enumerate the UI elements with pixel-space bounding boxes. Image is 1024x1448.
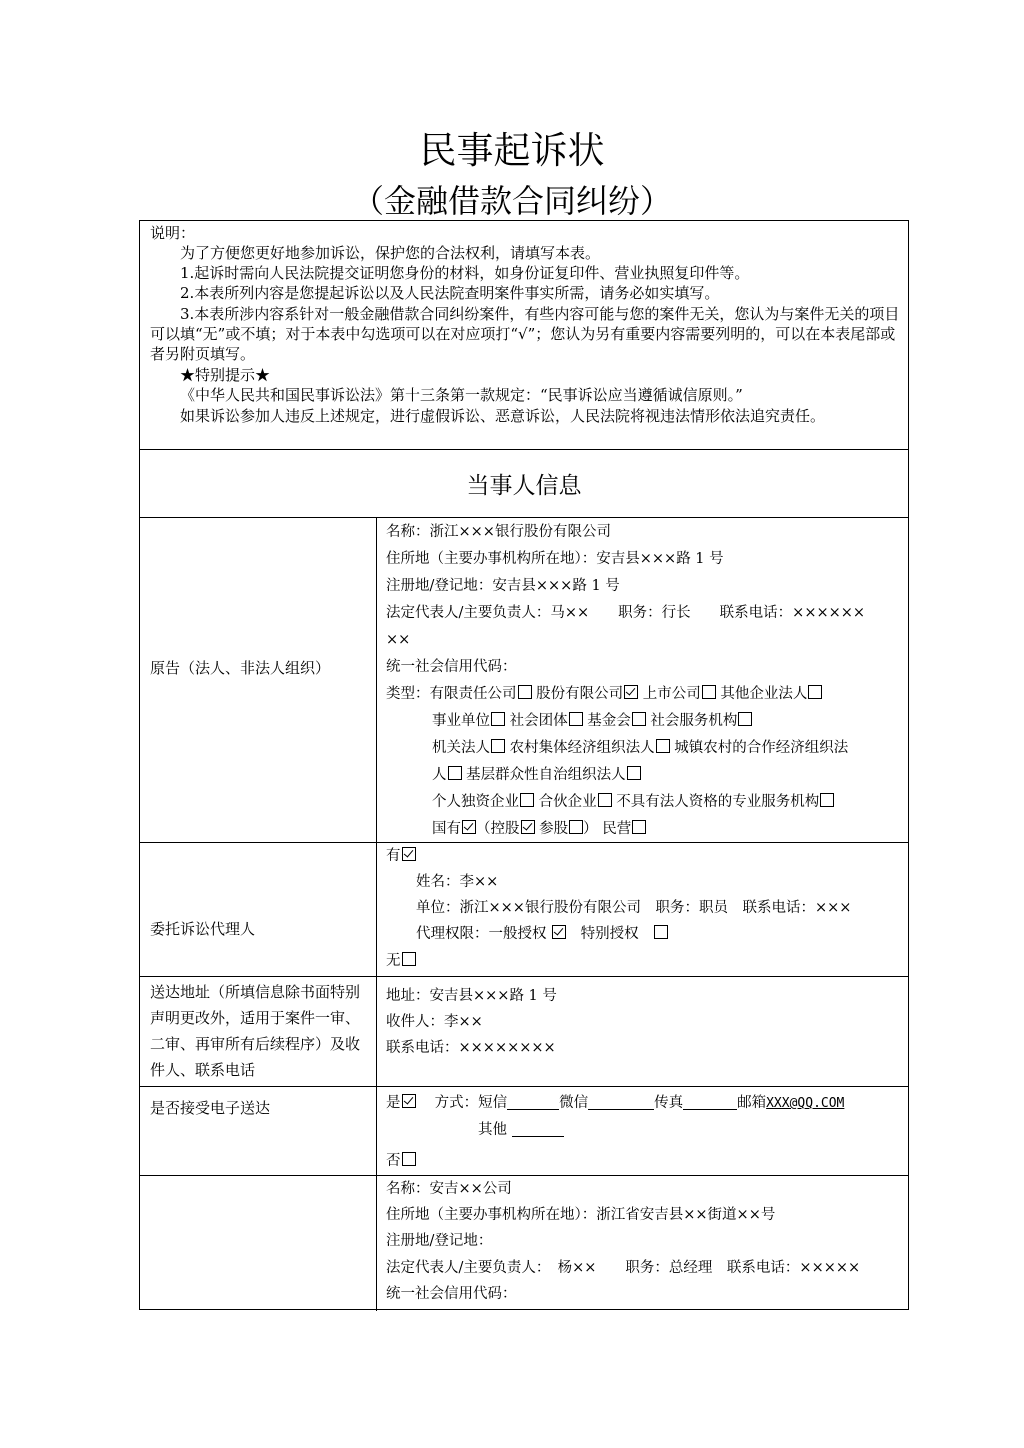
type-private-label: 民营 [602,821,632,837]
column-divider [376,517,377,1311]
notes-item-1: 1.起诉时需向人民法院提交证明您身份的材料，如身份证复印件、营业执照复印件等。 [180,264,750,282]
type-other-corp-label: 其他企业法人 [720,686,808,702]
agent-has [386,843,416,870]
type-coop-label-cont: 人 [432,767,447,783]
electronic-method-label: 方式：短信 [434,1095,508,1111]
notes-intro: 为了方便您更好地参加诉讼，保护您的合法权利，请填写本表。 [180,244,601,262]
defendant-credit-code: 统一社会信用代码： [386,1286,517,1302]
plaintiff-residence: 住所地（主要办事机构所在地）：安吉县×××路 1 号 [386,551,724,567]
type-close-paren: ） [583,821,598,837]
agent-special-auth-label: 特别授权 [580,926,639,942]
type-coop-checkbox[interactable] [448,766,462,780]
notes-heading: 说明： [150,224,196,242]
notes-warning: 如果诉讼参加人违反上述规定，进行虚假诉讼、恶意诉讼，人民法院将视违法情形依法追究责任。 [180,407,826,425]
type-grassroots-label: 基层群众性自治组织法人 [466,767,626,783]
defendant-registered: 注册地/登记地： [386,1233,493,1249]
plaintiff-type-row-2 [432,708,752,735]
agent-none-checkbox[interactable] [402,952,416,966]
agent-name: 姓名：李×× [416,874,499,890]
type-rural-collective-label: 农村集体经济组织法人 [509,740,655,756]
agent-has-label: 有 [386,848,401,864]
type-foundation-checkbox[interactable] [632,712,646,726]
agent-authority [416,921,668,948]
other-blank[interactable] [512,1120,564,1137]
agent-has-checkbox[interactable] [402,847,416,861]
electronic-yes-row [386,1090,844,1117]
electronic-no-row [386,1148,416,1175]
plaintiff-type-row-1 [386,681,822,708]
type-non-legal-service-checkbox[interactable] [820,793,834,807]
plaintiff-type-row-3 [432,735,848,762]
type-grassroots-checkbox[interactable] [627,766,641,780]
type-holding-label: （控股 [476,821,520,837]
type-joint-stock-label: 股份有限公司 [536,686,624,702]
type-equity-checkbox[interactable] [569,820,583,834]
section-title: 当事人信息 [466,473,582,499]
agent-general-auth-checkbox[interactable] [552,925,566,939]
fax-blank[interactable] [683,1093,737,1110]
plaintiff-representative-cont: ×× [386,632,411,648]
electronic-label: 是否接受电子送达 [150,1099,271,1117]
electronic-yes-checkbox[interactable] [402,1094,416,1108]
fax-label: 传真 [654,1095,684,1111]
type-social-service-label: 社会服务机构 [650,713,738,729]
type-organ-checkbox[interactable] [491,739,505,753]
plaintiff-representative: 法定代表人/主要负责人：马×× 职务：行长 联系电话：×××××× [386,605,866,621]
type-state-label: 国有 [432,821,461,837]
agent-label: 委托诉讼代理人 [150,920,256,938]
email-label: 邮箱 [737,1095,767,1111]
divider [140,842,908,843]
type-public-inst-checkbox[interactable] [491,712,505,726]
type-listed-label: 上市公司 [642,686,701,702]
form-table [139,220,909,1310]
defendant-name: 名称：安吉××公司 [386,1181,512,1197]
email-value[interactable]: XXX@QQ.COM [766,1096,845,1111]
type-foundation-label: 基金会 [587,713,631,729]
document-subtitle: （金融借款合同纠纷） [351,182,672,220]
type-rural-collective-checkbox[interactable] [656,739,670,753]
plaintiff-type-row-4 [432,762,641,789]
defendant-representative: 法定代表人/主要负责人： 杨×× 职务：总经理 联系电话：××××× [386,1260,861,1276]
defendant-residence: 住所地（主要办事机构所在地）：浙江省安吉县××街道××号 [386,1207,776,1223]
plaintiff-type-row-5 [432,789,834,816]
divider [140,449,908,450]
type-prefix: 类型： [386,686,430,702]
notes-special: ★特别提示★ [180,366,271,384]
wechat-label: 微信 [559,1095,589,1111]
agent-none-label: 无 [386,953,401,969]
type-partnership-label: 合伙企业 [538,794,597,810]
type-social-service-checkbox[interactable] [738,712,752,726]
type-non-legal-service-label: 不具有法人资格的专业服务机构 [616,794,820,810]
plaintiff-credit-code: 统一社会信用代码： [386,659,517,675]
plaintiff-type-row-6 [432,816,646,843]
sms-blank[interactable] [507,1093,559,1110]
delivery-recipient: 收件人：李×× [386,1014,483,1030]
type-sole-prop-checkbox[interactable] [520,793,534,807]
type-listed-checkbox[interactable] [702,685,716,699]
agent-unit: 单位：浙江×××银行股份有限公司 职务：职员 联系电话：××× [416,900,852,916]
electronic-yes-label: 是 [386,1095,401,1111]
agent-general-auth-label: 代理权限：一般授权 [416,926,547,942]
type-social-group-label: 社会团体 [509,713,568,729]
type-other-corp-checkbox[interactable] [808,685,822,699]
type-holding-checkbox[interactable] [521,820,535,834]
type-public-inst-label: 事业单位 [432,713,490,729]
divider [140,1175,908,1176]
plaintiff-label: 原告（法人、非法人组织） [150,659,331,677]
wechat-blank[interactable] [588,1093,654,1110]
agent-special-auth-checkbox[interactable] [654,925,668,939]
type-equity-label: 参股 [539,821,569,837]
divider [140,1086,908,1087]
notes-item-3: 3.本表所涉内容系针对一般金融借款合同纠纷案件，有些内容可能与您的案件无关，您认为与案件无关的项目可以填“无”或不填；对于本表中勾选项可以在对应项打“√”；您认为另有重要内容需要列明的，可以在本表尾部或者另附页填写。 [150,305,900,363]
electronic-no-checkbox[interactable] [402,1152,416,1166]
plaintiff-name: 名称：浙江×××银行股份有限公司 [386,524,611,540]
document-title: 民事起诉状 [419,129,605,172]
type-private-checkbox[interactable] [632,820,646,834]
type-partnership-checkbox[interactable] [598,793,612,807]
notes-law: 《中华人民共和国民事诉讼法》第十三条第一款规定：“民事诉讼应当遵循诚信原则。” [180,386,743,404]
type-social-group-checkbox[interactable] [569,712,583,726]
electronic-other-row [478,1117,564,1144]
type-ltd-label: 有限责任公司 [429,686,517,702]
electronic-no-label: 否 [386,1153,401,1169]
plaintiff-registered: 注册地/登记地：安吉县×××路 1 号 [386,578,620,594]
type-ltd-checkbox[interactable] [518,685,532,699]
agent-none [386,948,416,975]
divider [140,517,908,518]
notes-item-2: 2.本表所列内容是您提起诉讼以及人民法院查明案件事实所需，请务必如实填写。 [180,284,720,302]
delivery-label: 送达地址（所填信息除书面特别声明更改外，适用于案件一审、二审、再审所有后续程序）及收件人、联系电话 [150,983,361,1079]
type-sole-prop-label: 个人独资企业 [432,794,519,810]
type-state-checkbox[interactable] [462,820,476,834]
delivery-phone: 联系电话：×××××××× [386,1040,556,1056]
divider [140,976,908,977]
type-organ-label: 机关法人 [432,740,490,756]
type-joint-stock-checkbox[interactable] [624,685,638,699]
delivery-address: 地址：安吉县×××路 1 号 [386,988,557,1004]
type-coop-label: 城镇农村的合作经济组织法 [674,740,849,756]
electronic-other-label: 其他 [478,1122,507,1138]
